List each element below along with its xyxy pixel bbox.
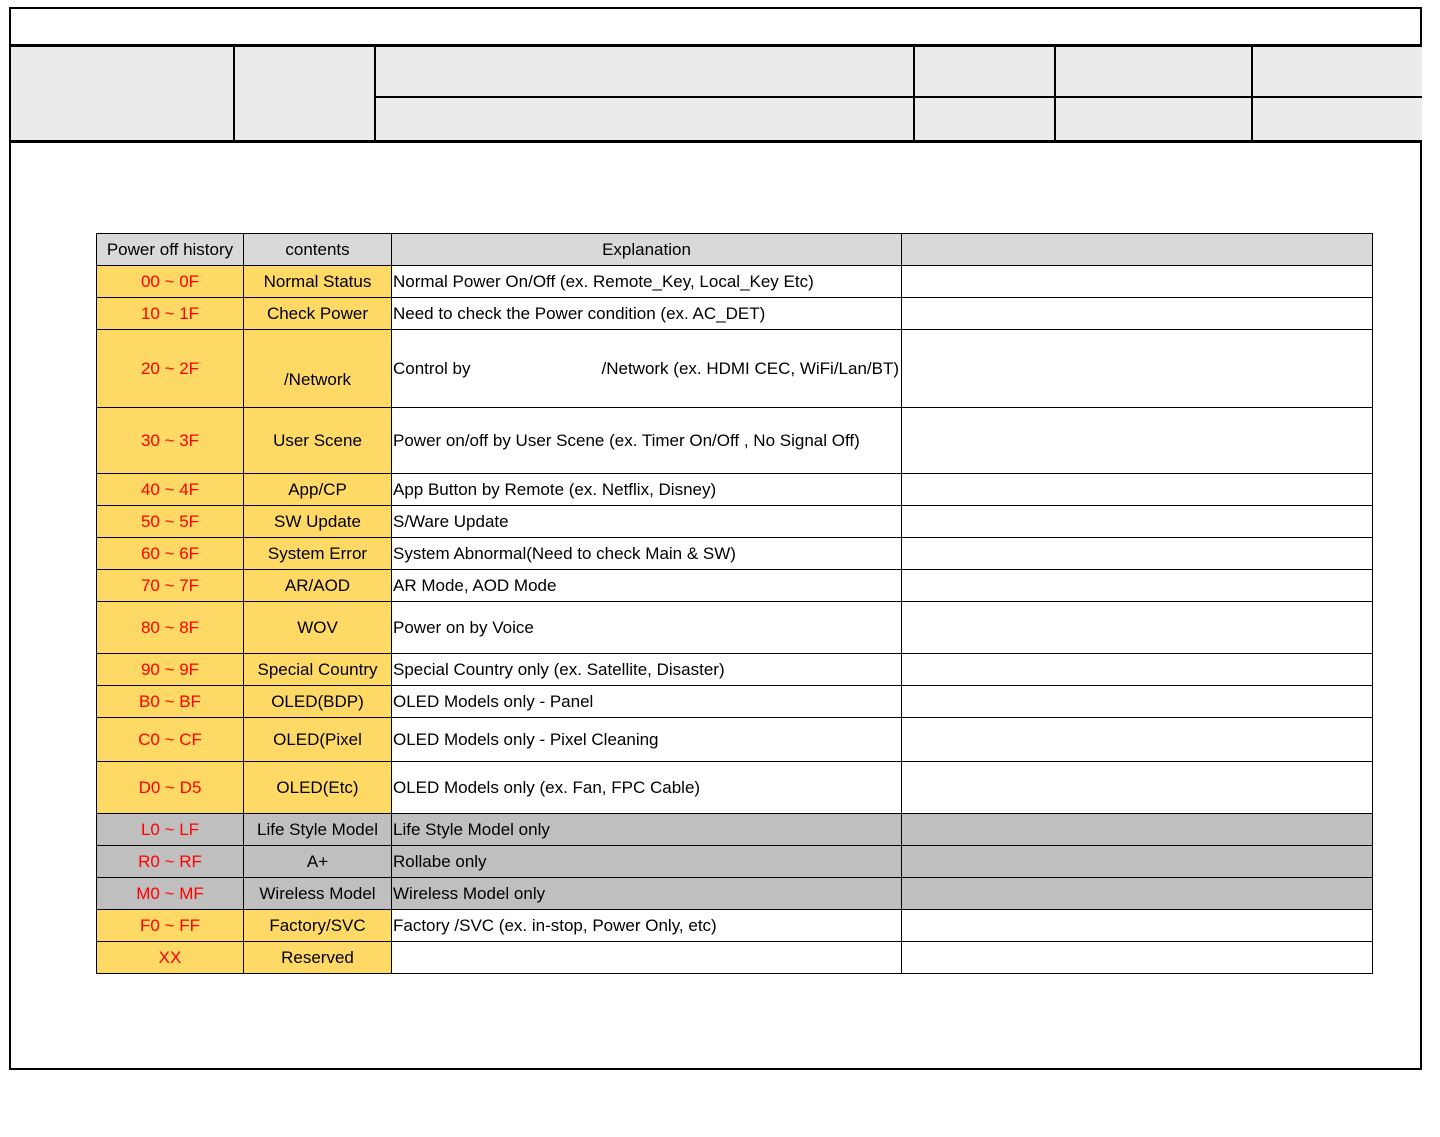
content-cell: System Error — [244, 538, 392, 570]
header-field-10 — [1253, 98, 1422, 140]
content-cell: Reserved — [244, 942, 392, 974]
table-row — [97, 538, 1373, 570]
explanation-cell: Life Style Model only — [392, 814, 902, 846]
code-cell: 40 ~ 4F — [97, 474, 244, 506]
content-cell: OLED(Etc) — [244, 762, 392, 814]
table-row — [97, 506, 1373, 538]
note-cell — [902, 266, 1373, 298]
note-cell — [902, 718, 1373, 762]
note-cell — [902, 846, 1373, 878]
table-row — [97, 654, 1373, 686]
header-field-8 — [915, 98, 1054, 140]
explanation-cell: OLED Models only - Panel — [392, 686, 902, 718]
table-row — [97, 846, 1373, 878]
content-cell: Wireless Model — [244, 878, 392, 910]
explanation-cell: Rollabe only — [392, 846, 902, 878]
header-divider — [376, 96, 1422, 98]
explanation-cell: Wireless Model only — [392, 878, 902, 910]
explanation-cell: Factory /SVC (ex. in-stop, Power Only, etc) — [392, 910, 902, 942]
content-cell: Check Power — [244, 298, 392, 330]
table-row — [97, 910, 1373, 942]
code-cell: 80 ~ 8F — [97, 602, 244, 654]
code-cell: 70 ~ 7F — [97, 570, 244, 602]
note-cell — [902, 570, 1373, 602]
content-cell: Normal Status — [244, 266, 392, 298]
power-off-history-table — [96, 233, 1373, 974]
content-cell: Life Style Model — [244, 814, 392, 846]
explanation-cell: S/Ware Update — [392, 506, 902, 538]
code-cell: 10 ~ 1F — [97, 298, 244, 330]
table-row — [97, 942, 1373, 974]
header-divider — [374, 47, 376, 140]
explanation-cell: Special Country only (ex. Satellite, Disaster) — [392, 654, 902, 686]
note-cell — [902, 298, 1373, 330]
explanation-cell: App Button by Remote (ex. Netflix, Disney) — [392, 474, 902, 506]
header-field-1 — [11, 47, 233, 140]
table-row — [97, 330, 1373, 408]
content-text: /Network — [283, 369, 352, 389]
content-cell: SW Update — [244, 506, 392, 538]
content-cell: AR/AOD — [244, 570, 392, 602]
explanation-cell: Power on by Voice — [392, 602, 902, 654]
table-row — [97, 878, 1373, 910]
table-row — [97, 474, 1373, 506]
header-divider — [233, 47, 235, 140]
column-header: contents — [244, 234, 392, 266]
explanation-text: /Network (ex. HDMI CEC, WiFi/Lan/BT) — [601, 358, 900, 378]
note-cell — [902, 538, 1373, 570]
content-cell: App/CP — [244, 474, 392, 506]
code-cell: F0 ~ FF — [97, 910, 244, 942]
content-cell: Factory/SVC — [244, 910, 392, 942]
content-cell: A+ — [244, 846, 392, 878]
table-row — [97, 570, 1373, 602]
header-divider — [1251, 47, 1253, 140]
note-cell — [902, 506, 1373, 538]
note-cell — [902, 654, 1373, 686]
table-row — [97, 762, 1373, 814]
content-cell: WOV — [244, 602, 392, 654]
explanation-cell: System Abnormal(Need to check Main & SW) — [392, 538, 902, 570]
column-header: Power off history — [97, 234, 244, 266]
code-cell: L0 ~ LF — [97, 814, 244, 846]
header-field-7 — [376, 98, 913, 140]
explanation-cell: OLED Models only - Pixel Cleaning — [392, 718, 902, 762]
code-cell: C0 ~ CF — [97, 718, 244, 762]
explanation-cell: Need to check the Power condition (ex. AC_DET) — [392, 298, 902, 330]
note-cell — [902, 942, 1373, 974]
code-cell: D0 ~ D5 — [97, 762, 244, 814]
note-cell — [902, 330, 1373, 408]
table-row — [97, 718, 1373, 762]
column-header — [902, 234, 1373, 266]
note-cell — [902, 814, 1373, 846]
code-cell: M0 ~ MF — [97, 878, 244, 910]
header-top-rule — [11, 44, 1422, 47]
code-cell: 20 ~ 2F — [97, 330, 244, 408]
table-row — [97, 686, 1373, 718]
column-header: Explanation — [392, 234, 902, 266]
document-header-form — [11, 44, 1422, 145]
note-cell — [902, 686, 1373, 718]
header-divider — [1054, 47, 1056, 140]
explanation-cell: Normal Power On/Off (ex. Remote_Key, Local_Key Etc) — [392, 266, 902, 298]
code-cell: 90 ~ 9F — [97, 654, 244, 686]
content-cell: Special Country — [244, 654, 392, 686]
content-cell: OLED(BDP) — [244, 686, 392, 718]
explanation-text: Control by — [393, 358, 471, 378]
code-cell: 30 ~ 3F — [97, 408, 244, 474]
code-cell: 50 ~ 5F — [97, 506, 244, 538]
table-row — [97, 266, 1373, 298]
header-field-2 — [235, 47, 374, 140]
explanation-cell: OLED Models only (ex. Fan, FPC Cable) — [392, 762, 902, 814]
note-cell — [902, 474, 1373, 506]
table-header-row — [97, 234, 1373, 266]
table-row — [97, 298, 1373, 330]
code-cell: B0 ~ BF — [97, 686, 244, 718]
explanation-cell: Power on/off by User Scene (ex. Timer On/Off , No Signal Off) — [392, 408, 902, 474]
explanation-cell — [392, 942, 902, 974]
note-cell — [902, 910, 1373, 942]
note-cell — [902, 762, 1373, 814]
note-cell — [902, 878, 1373, 910]
header-field-6 — [1253, 47, 1422, 96]
code-cell: R0 ~ RF — [97, 846, 244, 878]
note-cell — [902, 408, 1373, 474]
content-cell: User Scene — [244, 408, 392, 474]
explanation-cell: AR Mode, AOD Mode — [392, 570, 902, 602]
header-field-5 — [1056, 47, 1251, 96]
table-row — [97, 408, 1373, 474]
code-cell: XX — [97, 942, 244, 974]
table-row — [97, 602, 1373, 654]
content-cell — [244, 330, 392, 408]
explanation-cell — [392, 330, 902, 408]
header-field-9 — [1056, 98, 1251, 140]
table-row — [97, 814, 1373, 846]
code-cell: 00 ~ 0F — [97, 266, 244, 298]
header-bottom-rule — [11, 140, 1422, 143]
note-cell — [902, 602, 1373, 654]
header-field-3 — [376, 47, 913, 96]
content-cell: OLED(Pixel — [244, 718, 392, 762]
header-divider — [913, 47, 915, 140]
code-cell: 60 ~ 6F — [97, 538, 244, 570]
header-field-4 — [915, 47, 1054, 96]
